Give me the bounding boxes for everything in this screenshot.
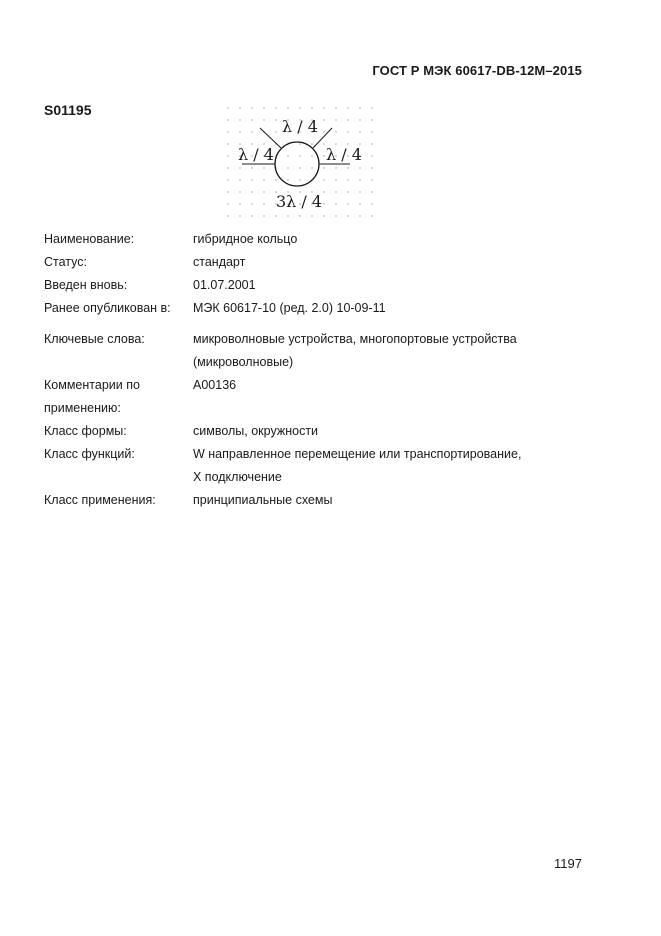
grid-dot (311, 155, 312, 156)
grid-dot (227, 107, 228, 108)
row-application-class (44, 489, 604, 512)
field-label: Класс применения: (44, 493, 156, 507)
grid-dot (287, 215, 288, 216)
field-label: Класс формы: (44, 424, 127, 438)
row-comments (44, 374, 604, 420)
field-value: 01.07.2001 (193, 278, 256, 292)
grid-dot (359, 191, 360, 192)
grid-dot (335, 167, 336, 168)
field-label (44, 374, 193, 420)
grid-dot (335, 131, 336, 132)
grid-dot (371, 119, 372, 120)
grid-dot (227, 143, 228, 144)
grid-dot (359, 131, 360, 132)
grid-dot (251, 119, 252, 120)
grid-dot (359, 203, 360, 204)
grid-dot (371, 155, 372, 156)
grid-dot (251, 107, 252, 108)
keywords-line-2: (микроволновые) (193, 355, 294, 369)
grid-dot (323, 131, 324, 132)
grid-dot (251, 131, 252, 132)
grid-dot (359, 107, 360, 108)
grid-dot (287, 179, 288, 180)
grid-dot (335, 179, 336, 180)
grid-dot (323, 143, 324, 144)
grid-dot (335, 191, 336, 192)
function-class-line-2: X подключение (193, 470, 282, 484)
row-introduced (44, 274, 604, 297)
grid-dot (323, 203, 324, 204)
grid-dot (359, 167, 360, 168)
grid-dot (227, 167, 228, 168)
grid-dot (251, 215, 252, 216)
grid-dot (239, 179, 240, 180)
ring-circle (275, 142, 319, 186)
grid-dot (323, 107, 324, 108)
grid-dot (227, 191, 228, 192)
grid-dot (335, 107, 336, 108)
grid-dot (299, 167, 300, 168)
grid-dot (251, 179, 252, 180)
grid-dot (347, 167, 348, 168)
grid-dot (323, 215, 324, 216)
field-value: A00136 (193, 378, 237, 392)
grid-dot (347, 203, 348, 204)
grid-dot (323, 119, 324, 120)
grid-dot (239, 215, 240, 216)
field-value: МЭК 60617-10 (ред. 2.0) 10-09-11 (193, 301, 386, 315)
function-class-line-1: W направленное перемещение или транспортирование, (193, 447, 522, 461)
grid-dot (299, 215, 300, 216)
grid-dot (239, 119, 240, 120)
field-value (193, 328, 604, 374)
grid-dot (239, 191, 240, 192)
grid-dot (311, 215, 312, 216)
grid-dot (311, 107, 312, 108)
grid-dot (299, 155, 300, 156)
symbol-code: S01195 (44, 102, 92, 118)
grid-dot (263, 203, 264, 204)
row-status (44, 251, 604, 274)
grid-dot (323, 191, 324, 192)
grid-dot (371, 143, 372, 144)
grid-dot (299, 143, 300, 144)
grid-dot (371, 179, 372, 180)
grid-dot (251, 203, 252, 204)
label-top: λ / 4 (282, 117, 318, 136)
grid-dot (323, 155, 324, 156)
hybrid-ring-symbol (222, 102, 378, 224)
attribute-table (44, 228, 604, 512)
row-function-class (44, 443, 604, 489)
grid-dot (335, 203, 336, 204)
row-published (44, 297, 604, 320)
row-form-class (44, 420, 604, 443)
grid-dot (275, 119, 276, 120)
grid-dot (311, 143, 312, 144)
grid-dot (275, 215, 276, 216)
grid-dot (371, 167, 372, 168)
field-value: гибридное кольцо (193, 232, 298, 246)
field-label: Наименование: (44, 232, 135, 246)
grid-dot (263, 215, 264, 216)
grid-dot (263, 119, 264, 120)
grid-dot (359, 119, 360, 120)
grid-dot (251, 191, 252, 192)
field-value: принципиальные схемы (193, 493, 333, 507)
grid-dot (347, 107, 348, 108)
field-label: Класс функций: (44, 447, 135, 461)
grid-dot (347, 179, 348, 180)
grid-dot (371, 203, 372, 204)
field-label: Ключевые слова: (44, 332, 145, 346)
grid-dot (251, 167, 252, 168)
grid-dot (347, 191, 348, 192)
grid-dot (371, 107, 372, 108)
grid-dot (227, 215, 228, 216)
label-bottom: 3λ / 4 (276, 192, 323, 211)
grid-dot (227, 203, 228, 204)
grid-dot (227, 179, 228, 180)
grid-dot (347, 119, 348, 120)
field-value (193, 443, 604, 489)
grid-dot (335, 215, 336, 216)
grid-dot (371, 191, 372, 192)
label-right: λ / 4 (326, 145, 362, 164)
keywords-line-1: микроволновые устройства, многопортовые устройства (193, 332, 517, 346)
row-name (44, 228, 604, 251)
grid-dot (359, 215, 360, 216)
field-value: символы, окружности (193, 424, 319, 438)
grid-dot (371, 215, 372, 216)
grid-dot (275, 107, 276, 108)
comments-label-line-2: применению: (44, 401, 121, 415)
field-label: Статус: (44, 255, 87, 269)
grid-dot (287, 167, 288, 168)
page-number: 1197 (554, 856, 582, 871)
grid-dot (263, 107, 264, 108)
grid-dot (359, 179, 360, 180)
grid-dot (335, 119, 336, 120)
grid-dot (299, 107, 300, 108)
grid-dot (227, 119, 228, 120)
grid-dot (311, 167, 312, 168)
grid-dot (263, 191, 264, 192)
grid-dot (239, 131, 240, 132)
grid-dot (323, 179, 324, 180)
grid-dot (263, 179, 264, 180)
grid-dot (275, 131, 276, 132)
row-keywords (44, 328, 604, 374)
field-label: Ранее опубликован в: (44, 301, 171, 315)
field-label: Введен вновь: (44, 278, 128, 292)
document-header: ГОСТ Р МЭК 60617-DB-12M–2015 (372, 63, 582, 78)
comments-label-line-1: Комментарии по (44, 378, 140, 392)
grid-dot (299, 179, 300, 180)
grid-dot (287, 107, 288, 108)
grid-dot (371, 131, 372, 132)
label-left: λ / 4 (238, 145, 274, 164)
grid-dot (239, 203, 240, 204)
grid-dot (227, 155, 228, 156)
grid-dot (323, 167, 324, 168)
grid-dot (347, 131, 348, 132)
grid-dot (287, 155, 288, 156)
grid-dot (239, 107, 240, 108)
grid-dot (347, 215, 348, 216)
field-value: стандарт (193, 255, 246, 269)
grid-dot (239, 167, 240, 168)
grid-dot (263, 167, 264, 168)
grid-dot (227, 131, 228, 132)
grid-dot (275, 179, 276, 180)
